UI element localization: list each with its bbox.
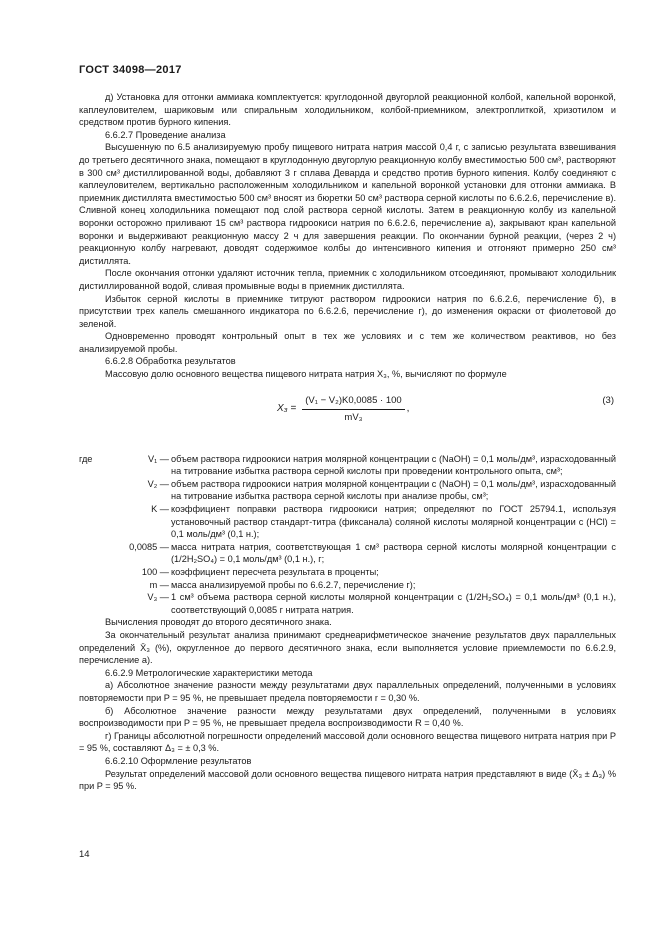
- definition-item: [79, 566, 616, 579]
- where-label: где: [79, 453, 93, 464]
- page-number: 14: [79, 849, 90, 860]
- formula-denominator: mV₃: [344, 412, 363, 424]
- equation-number: (3): [602, 394, 614, 406]
- formula-3: [277, 395, 409, 425]
- definition-term: 0,0085 —: [129, 541, 169, 552]
- paragraph-final-result: За окончательный результат анализа принимают среднеарифметическое значение результатов двух параллельных определений X̄₃ (%), округленное до первого десятичного знака, если выполняется условие приемлемости по 6.6.2.9, перечисление а).: [79, 629, 616, 666]
- definition-text: масса нитрата натрия, соответствующая 1 см³ раствора серной кислоты молярной концентрации c (1/2H₂SO₄) = 0,1 моль/дм³ (0,1 н.), г;: [171, 541, 616, 565]
- paragraph-analysis-procedure: Высушенную по 6.5 анализируемую пробу пищевого нитрата натрия массой 0,4 г, с записью результата взвешивания до третьего десятичного знака, помещают в круглодонную двугорлую реакционную колбу вместимостью 500 см³, растворяют в 300 см³ дистиллированной воды, добавляют 3 г сплава Деварда и средство против бурного кипения. Колбу соединяют с каплеуловителем, вертикально расположенным холодильником и капельной воронкой установки для отгонки аммиака. В приемник дистиллята вместимостью 500 см³ вносят из бюретки 50 см³ раствора серной кислоты по 6.6.2.6, перечисление в). Сливной конец холодильника помещают под слой раствора серной кислоты. Затем в реакционную колбу из капельной воронки осторожно приливают 15 см³ раствора гидроокиси натрия по 6.6.2.6, перечисление а), закрывают кран капельной воронки и выдерживают реакционную массу 2 ч для завершения реакции. По окончании бурной реакции, (через 2 ч) реакционную колбу нагревают, доводят содержимое колбы до интенсивного кипения и отгоняют примерно 250 см³ дистиллята.: [79, 142, 616, 266]
- definitions-list: [79, 453, 616, 617]
- section-heading-6-6-2-10: 6.6.2.10 Оформление результатов: [105, 755, 252, 766]
- definition-text: коэффициент поправки раствора гидроокиси натрия; определяют по ГОСТ 25794.1, используя установочный раствор стандарт-титра (фиксанала) соляной кислоты молярной концентрации c (HCl) = 0,1 моль/дм³ (0,1 н.);: [171, 504, 616, 540]
- document-body: [79, 91, 616, 793]
- definition-item: [79, 503, 616, 541]
- section-heading-6-6-2-9: 6.6.2.9 Метрологические характеристики метода: [105, 667, 313, 678]
- paragraph-formula-intro: Массовую долю основного вещества пищевого нитрата натрия X₃, %, вычисляют по формуле: [105, 369, 507, 380]
- definition-text: объем раствора гидроокиси натрия молярной концентрации c (NaOH) = 0,1 моль/дм³, израсходованный на титрование избытка раствора серной кислоты при анализе пробы, см³;: [171, 478, 616, 502]
- paragraph-control-test: Одновременно проводят контрольный опыт в тех же условиях и с тем же количеством реактивов, но без анализируемой пробы.: [79, 331, 616, 354]
- definition-text: коэффициент пересчета результата в проценты;: [171, 567, 379, 577]
- paragraph-result-format: Результат определений массовой доли основного вещества пищевого нитрата натрия представляют в виде (X̄₃ ± Δ₃) % при P = 95 %.: [79, 768, 616, 792]
- definition-term: V₁ —: [148, 453, 169, 464]
- formula-comma: ,: [406, 403, 410, 415]
- definition-item: [79, 478, 616, 503]
- definition-item: [79, 541, 616, 566]
- definition-item: [79, 591, 616, 616]
- definition-term: 100 —: [141, 567, 169, 577]
- formula-fraction: [302, 395, 404, 425]
- definition-item: [79, 453, 616, 478]
- paragraph-reproducibility: б) Абсолютное значение разности между результатами двух определений, полученными в условиях воспроизводимости при P = 95 %, не превышает предела воспроизводимости R = 0,40 %.: [79, 705, 616, 729]
- paragraph-titration: Избыток серной кислоты в приемнике титруют раствором гидроокиси натрия по 6.6.2.6, перечисление б), в присутствии трех капель смешанного индикатора по 6.6.2.6, перечисление г), до изменения окраски от фиолетовой до зеленой.: [79, 293, 616, 329]
- paragraph-d: д) Установка для отгонки аммиака комплектуется: круглодонной двугорлой реакционной колбой, капельной воронкой, каплеуловителем, шариковым или спиральным холодильником, колбой-приемником, электроплиткой, хризотилом и средством против бурного кипения.: [79, 92, 616, 128]
- standard-header: ГОСТ 34098—2017: [79, 64, 182, 76]
- section-heading-6-6-2-7: 6.6.2.7 Проведение анализа: [105, 129, 226, 140]
- formula-lhs: X₃ =: [277, 403, 297, 415]
- definition-term: V₂ —: [147, 478, 169, 489]
- definition-term: V₃ —: [147, 592, 169, 603]
- formula-block: [79, 391, 616, 437]
- paragraph-repeatability: а) Абсолютное значение разности между результатами двух параллельных определений, полученными в условиях повторяемости при P = 95 %, не превышает предела повторяемости r = 0,30 %.: [79, 680, 616, 703]
- formula-numerator: (V₁ − V₂)K0,0085 · 100: [302, 395, 404, 411]
- definition-item: [79, 579, 616, 592]
- definition-text: масса анализируемой пробы по 6.6.2.7, перечисление г);: [171, 579, 416, 590]
- paragraph-error-bounds: г) Границы абсолютной погрешности определений массовой доли основного вещества пищевого нитрата натрия при P = 95 %, составляют Δ₃ = ± 0,3 %.: [79, 730, 616, 754]
- section-heading-6-6-2-8: 6.6.2.8 Обработка результатов: [105, 356, 236, 367]
- definition-text: 1 см³ объема раствора серной кислоты молярной концентрации c (1/2H₂SO₄) = 0,1 моль/дм³ (0,1 н.), соответствующий 0,0085 г нитрата натрия.: [171, 592, 616, 615]
- definition-term: K —: [151, 504, 169, 515]
- definition-text: объем раствора гидроокиси натрия молярной концентрации c (NaOH) = 0,1 моль/дм³, израсходованный на титрование избытка раствора серной кислоты при проведении контрольного опыта, см³;: [171, 453, 616, 477]
- definition-term: m —: [149, 579, 169, 590]
- paragraph-calculation-precision: Вычисления проводят до второго десятичного знака.: [105, 617, 332, 628]
- paragraph-after-distillation: После окончания отгонки удаляют источник тепла, приемник с холодильником отсоединяют, промывают холодильник дистиллированной водой, сливая промывные воды в приемник дистиллята.: [79, 268, 616, 291]
